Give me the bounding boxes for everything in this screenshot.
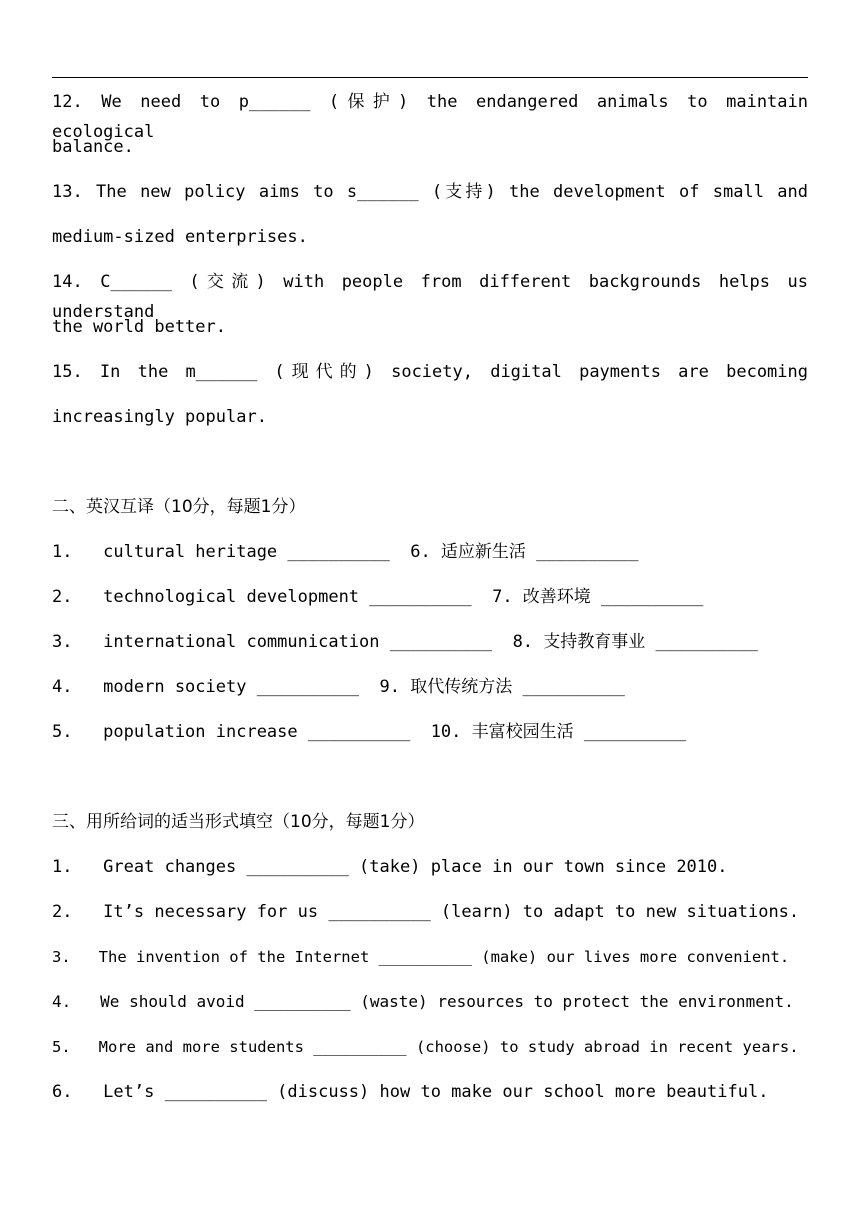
fill-in-item: 3. The invention of the Internet __________ (make) our lives more convenient. [52, 948, 790, 966]
question-15-line-2: increasingly popular. [52, 407, 267, 427]
section-3-heading: 三、用所给词的适当形式填空（10分，每题1分） [52, 812, 425, 832]
fill-in-item: 5. More and more students __________ (choose) to study abroad in recent years. [52, 1038, 799, 1056]
question-13-line-2: medium-sized enterprises. [52, 227, 308, 247]
fill-in-item: 4. We should avoid __________ (waste) resources to protect the environment. [52, 992, 794, 1011]
question-15-line-1: 15. In the m______ (现代的) society, digital payments are becoming [52, 362, 808, 382]
translation-item: 3. international communication __________ 8. 支持教育事业 __________ [52, 632, 758, 652]
translation-item: 5. population increase __________ 10. 丰富校园生活 __________ [52, 722, 687, 742]
translation-item: 1. cultural heritage __________ 6. 适应新生活 __________ [52, 542, 639, 562]
translation-item: 2. technological development __________ 7. 改善环境 __________ [52, 587, 704, 607]
section-2-heading: 二、英汉互译（10分，每题1分） [52, 497, 306, 517]
fill-in-item: 6. Let’s __________ (discuss) how to make our school more beautiful. [52, 1082, 769, 1102]
question-13-line-1: 13. The new policy aims to s______ (支持) the development of small and [52, 182, 808, 202]
top-divider-line [52, 77, 808, 78]
fill-in-item: 1. Great changes __________ (take) place in our town since 2010. [52, 857, 728, 877]
question-14-line-2: the world better. [52, 317, 226, 337]
question-12-line-2: balance. [52, 137, 134, 157]
translation-item: 4. modern society __________ 9. 取代传统方法 __________ [52, 677, 625, 697]
question-14-line-1: 14. C______ (交流) with people from different backgrounds helps us understand [52, 272, 808, 322]
fill-in-item: 2. It’s necessary for us __________ (learn) to adapt to new situations. [52, 902, 800, 922]
question-12-line-1: 12. We need to p______ (保护) the endangered animals to maintain ecological [52, 92, 808, 142]
